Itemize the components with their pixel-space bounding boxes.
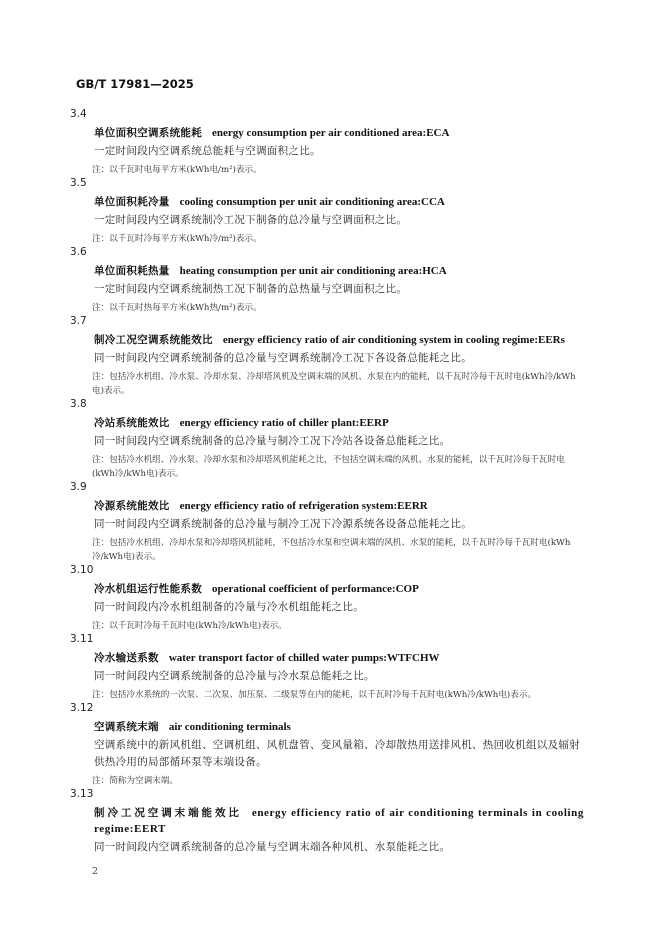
clause-3-6 [0,246,662,315]
term-zh: 冷源系统能效比 [94,500,170,512]
clause-number: 3.7 [70,315,87,327]
clause-number: 3.12 [70,702,94,714]
term-zh: 单位面积空调系统能耗 [94,127,202,139]
terms-and-definitions [0,108,662,856]
clause-number: 3.4 [70,108,87,120]
term-en: energy consumption per air conditioned area:ECA [212,127,450,139]
clause-3-5 [0,177,662,246]
term [94,177,584,210]
definition: 同一时间段内空调系统制备的总冷量与制冷工况下冷站各设备总能耗之比。 [94,435,451,447]
term-en: energy efficiency ratio of refrigeration system:EERR [179,500,428,512]
clause-3-10 [0,564,662,633]
term-en: heating consumption per unit air conditioning area:HCA [179,265,447,277]
term [94,108,584,141]
term-en: air conditioning terminals [168,721,291,733]
clause-3-9 [0,481,662,564]
clause-3-13 [0,788,662,856]
term [94,246,584,279]
term [94,564,584,597]
term-zh: 制冷工况空调系统能效比 [94,334,213,346]
note: 注：包括冷水机组、冷水泵、冷却水泵、冷却塔风机及空调末端的风机、水泵在内的能耗，以千瓦时冷每千瓦时电(kWh冷/kWh电)表示。 [92,372,576,396]
term-en: operational coefficient of performance:COP [212,583,419,595]
term-zh: 单位面积耗冷量 [94,196,170,208]
definition: 一定时间段内空调系统总能耗与空调面积之比。 [94,145,321,157]
term-zh: 空调系统末端 [94,721,159,733]
clause-number: 3.13 [70,788,94,800]
note: 注：以千瓦时热每平方米(kWh热/m²)表示。 [92,303,262,313]
standard-number: GB/T 17981—2025 [76,77,194,91]
term-zh: 单位面积耗热量 [94,265,170,277]
definition: 同一时间段内冷水机组制备的冷量与冷水机组能耗之比。 [94,601,364,613]
term-en: cooling consumption per unit air conditioning area:CCA [179,196,445,208]
definition: 同一时间段内空调系统制备的总冷量与空调末端各种风机、水泵能耗之比。 [94,841,451,853]
definition: 同一时间段内空调系统制备的总冷量与冷水泵总能耗之比。 [94,670,375,682]
clause-3-11 [0,633,662,702]
definition: 一定时间段内空调系统制冷工况下制备的总冷量与空调面积之比。 [94,214,408,226]
term [94,398,584,431]
clause-number: 3.11 [70,633,94,645]
definition: 一定时间段内空调系统制热工况下制备的总热量与空调面积之比。 [94,283,408,295]
term-zh: 冷水输送系数 [94,652,159,664]
term [94,481,584,514]
note: 注：包括冷水机组、冷却水泵和冷却塔风机能耗，不包括冷水泵和空调末端的风机、水泵的能耗，以千瓦时冷每千瓦时电(kWh冷/kWh电)表示。 [92,538,571,562]
note: 注：以千瓦时冷每平方米(kWh冷/m²)表示。 [92,234,262,244]
clause-3-12 [0,702,662,788]
note: 注：以千瓦时电每平方米(kWh电/m²)表示。 [92,165,262,175]
note: 注：简称为空调末端。 [92,776,178,786]
clause-number: 3.5 [70,177,87,189]
term-en: energy efficiency ratio of air conditioning system in cooling regime:EERs [222,334,565,346]
term-en: energy efficiency ratio of chiller plant:EERP [179,417,389,429]
term-en: energy efficiency ratio of air conditioning terminals in cooling regime:EERT [94,807,584,835]
term [94,702,584,735]
definition: 空调系统中的新风机组、空调机组、风机盘管、变风量箱、冷却散热用送排风机、热回收机组以及辐射供热冷用的局部循环泵等末端设备。 [94,739,580,768]
page-number: 2 [92,866,99,877]
term [94,315,584,348]
term-zh: 制冷工况空调末端能效比 [94,807,242,819]
term [94,788,584,837]
note: 注：包括冷水机组、冷水泵、冷却水泵和冷却塔风机能耗之比，不包括空调末端的风机、水泵的能耗，以千瓦时冷每千瓦时电(kWh冷/kWh电)表示。 [92,455,565,479]
definition: 同一时间段内空调系统制备的总冷量与制冷工况下冷源系统各设备总能耗之比。 [94,518,472,530]
clause-3-4 [0,108,662,177]
clause-3-7 [0,315,662,398]
clause-number: 3.6 [70,246,87,258]
clause-3-8 [0,398,662,481]
clause-number: 3.9 [70,481,87,493]
term-zh: 冷站系统能效比 [94,417,170,429]
clause-number: 3.8 [70,398,87,410]
clause-number: 3.10 [70,564,94,576]
term [94,633,584,666]
note: 注：包括冷水系统的一次泵、二次泵、加压泵、二级泵等在内的能耗，以千瓦时冷每千瓦时电(kWh冷/kWh电)表示。 [92,690,537,700]
term-en: water transport factor of chilled water pumps:WTFCHW [168,652,440,664]
term-zh: 冷水机组运行性能系数 [94,583,202,595]
note: 注：以千瓦时冷每千瓦时电(kWh冷/kWh电)表示。 [92,621,287,631]
definition: 同一时间段内空调系统制备的总冷量与空调系统制冷工况下各设备总能耗之比。 [94,352,472,364]
